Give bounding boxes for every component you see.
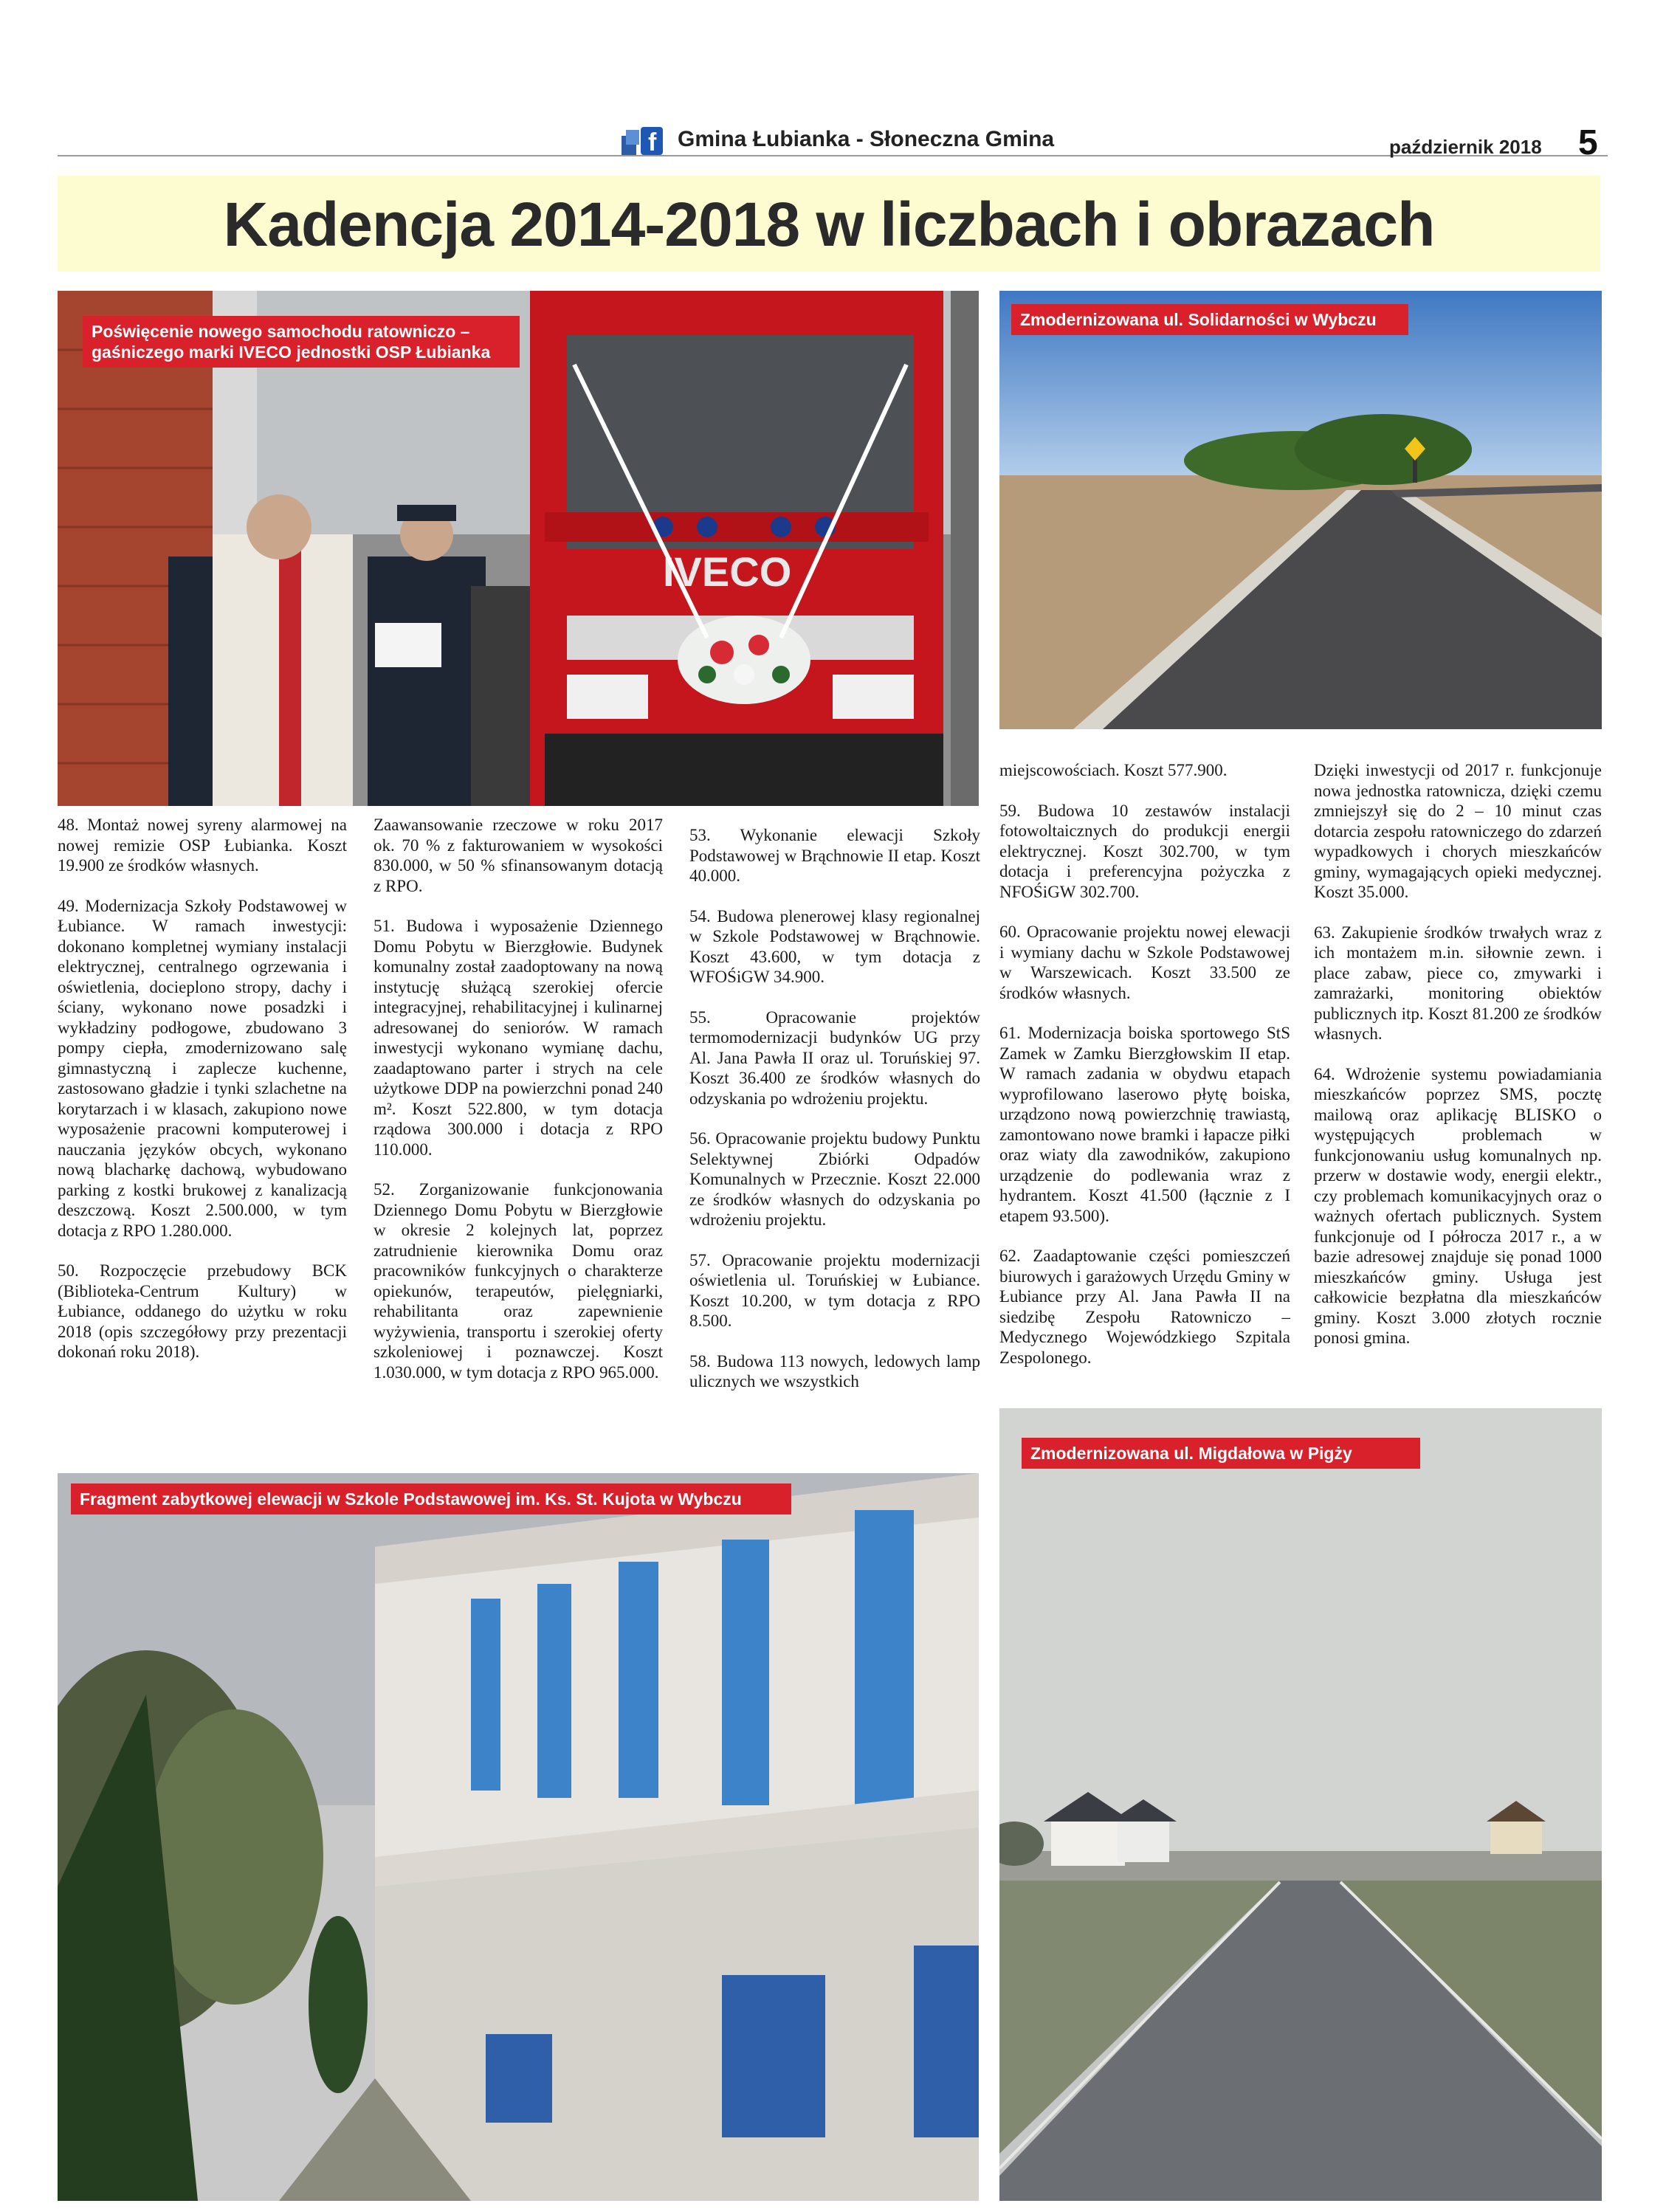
migdalowa-road-photo	[999, 1408, 1602, 2201]
item-51: 51. Budowa i wyposażenie Dziennego Domu Pobytu w Bierzgłowie. Budynek komunalny został zaadoptowany na nową instytucję służącą szerokiej ofercie integracyjnej, rehabilitacyjnej i kulinarnej adresowanej do seniorów. W ramach inwestycji wykonano wymianę dachu, zaadaptowano parter i strych na cele użytkowe DDP na powierzchni ponad 240 m². Koszt 522.800, w tym dotacja rządowa 300.000 i dotacja z RPO 110.000.	[373, 917, 663, 1159]
school-caption: Fragment zabytkowej elewacji w Szkole Podstawowej im. Ks. St. Kujota w Wybczu	[71, 1483, 791, 1514]
page-title: Kadencja 2014-2018 w liczbach i obrazach	[223, 190, 1435, 259]
item-63: 63. Zakupienie środków trwałych wraz z ich montażem m.in. siłownie zewn. i place zabaw, piece co, zmywarki i zamrażarki, monitoring obiektów publicznych itp. Koszt 81.200 ze środków własnych.	[1314, 923, 1602, 1043]
item-54: 54. Budowa plenerowej klasy regionalnej w Szkole Podstawowej w Brąchnowie. Koszt 43.600, w tym dotacja z WFOŚiGW 34.900.	[689, 906, 980, 986]
school-facade-photo	[58, 1473, 979, 2201]
text-column-3	[689, 825, 980, 1392]
item-53: 53. Wykonanie elewacji Szkoły Podstawowej w Brąchnowie II etap. Koszt 40.000.	[689, 826, 980, 885]
migdalowa-caption: Zmodernizowana ul. Migdałowa w Pigży	[1022, 1438, 1420, 1469]
item-52: 52. Zorganizowanie funkcjonowania Dziennego Domu Pobytu w Bierzgłowie w okresie 2 kolejnych lat, poprzez zatrudnienie kierownika Domu oraz pracowników funkcyjnych o charakterze opiekunów, terapeutów, pielęgniarki, rehabilitanta oraz zapewnienie wyżywienia, transportu i szerokiej oferty szkoleniowej i poznawczej. Koszt 1.030.000, w tym dotacja z RPO 965.000.	[373, 1180, 663, 1382]
item-58-continued: miejscowościach. Koszt 577.900.	[999, 761, 1228, 779]
svg-text:f: f	[648, 128, 657, 156]
item-59: 59. Budowa 10 zestawów instalacji fotowoltaicznych do produkcji energii elektrycznej. Koszt 302.700, w tym dotacja i preferencyjna pożyczka z NFOŚiGW 302.700.	[999, 801, 1290, 901]
publication-name: Gmina Łubianka - Słoneczna Gmina	[678, 127, 1061, 152]
caption-line-1: Poświęcenie nowego samochodu ratowniczo –	[92, 322, 470, 341]
item-48: 48. Montaż nowej syreny alarmowej na nowej remizie OSP Łubianka. Koszt 19.900 ze środków własnych.	[58, 816, 347, 875]
solidarnosci-road-photo	[999, 291, 1602, 729]
item-61: 61. Modernizacja boiska sportowego StS Zamek w Zamku Bierzgłowskim II etap. W ramach zadania w obydwu etapach wyprofilowano laserowo płytę boiska, urządzono nową powierzchnię trawiastą, zamontowano nowe bramki i łapacze piłki oraz wiaty dla zawodników, zakupiono urządzenie do podlewania wraz z hydrantem. Koszt 41.500 (łącznie z I etapem 93.500).	[999, 1024, 1290, 1225]
header-rule	[58, 155, 1608, 156]
item-55: 55. Opracowanie projektów termomodernizacji budynków UG przy Al. Jana Pawła II oraz ul. Toruńskiej 97. Koszt 36.400 ze środków własnych do odzyskania po wdrożeniu projektu.	[689, 1007, 980, 1108]
item-60: 60. Opracowanie projektu nowej elewacji i wymiany dachu w Szkole Podstawowej w Warszewicach. Koszt 33.500 ze środków własnych.	[999, 923, 1290, 1002]
solidarnosci-caption: Zmodernizowana ul. Solidarności w Wybczu	[1011, 304, 1408, 335]
item-56: 56. Opracowanie projektu budowy Punktu Selektywnej Zbiórki Odpadów Komunalnych w Przecznie. Koszt 22.000 ze środków własnych do odzyskania po wdrożeniu projektu.	[689, 1129, 980, 1229]
svg-text:IVECO: IVECO	[663, 548, 792, 595]
fire-truck-photo	[58, 291, 979, 806]
caption-line-2: gaśniczego marki IVECO jednostki OSP Łubianka	[92, 342, 491, 362]
text-column-1	[58, 815, 347, 1362]
fire-truck-caption	[83, 316, 520, 368]
item-58: 58. Budowa 113 nowych, ledowych lamp ulicznych we wszystkich	[689, 1351, 980, 1390]
gmina-logo-icon	[622, 124, 666, 156]
page-number: 5	[1578, 123, 1598, 162]
item-49: 49. Modernizacja Szkoły Podstawowej w Łubiance. W ramach inwestycji: dokonano kompletnej wymiany instalacji elektrycznej, centralnego ogrzewania i oświetlenia, docieplono stropy, dachy i ściany, wykonano nowe posadzki i wykładziny podłogowe, zbudowano 3 pompy ciepła, zmodernizowano salę gimnastyczną i zaplecze kuchenne, zastosowano gładzie i tynki szlachetne na korytarzach i w klasach, zakupiono nowe wyposażenie pracowni komputerowej i nauczania języków obcych, wykonano nową blacharkę dachową, wybudowano parking z kostki brukowej z kanalizacją deszczową. Koszt 2.500.000, w tym dotacja z RPO 1.280.000.	[58, 896, 347, 1240]
item-57: 57. Opracowanie projektu modernizacji oświetlenia ul. Toruńskiej w Łubiance. Koszt 10.200, w tym dotacja z RPO 8.500.	[689, 1250, 980, 1330]
text-column-5	[1314, 760, 1602, 1348]
text-column-4	[999, 760, 1290, 1368]
item-50-continued: Zaawansowanie rzeczowe w roku 2017 ok. 70 % z fakturowaniem w wysokości 830.000, w 50 % sfinansowanym dotacją z RPO.	[373, 816, 663, 895]
text-column-2	[373, 815, 663, 1382]
item-50: 50. Rozpoczęcie przebudowy BCK (Biblioteka-Centrum Kultury) w Łubiance, oddanego do użytku w roku 2018 (opis szczegółowy przy prezentacji dokonań roku 2018).	[58, 1261, 347, 1361]
issue-date: październik 2018	[1389, 136, 1542, 158]
item-62: 62. Zaadaptowanie części pomieszczeń biurowych i garażowych Urzędu Gminy w Łubiance przy Al. Jana Pawła II na siedzibę Zespołu Ratowniczo – Medycznego Wojewódzkiego Szpitala Zespolonego.	[999, 1247, 1290, 1367]
item-62-continued: Dzięki inwestycji od 2017 r. funkcjonuje nowa jednostka ratownicza, dzięki czemu zmniejszył się do 2 – 10 minut czas dotarcia zespołu ratowniczego do zdarzeń wypadkowych i chorych mieszkańców gminy, wymagających opieki medycznej. Koszt 35.000.	[1314, 761, 1602, 901]
item-64: 64. Wdrożenie systemu powiadamiania mieszkańców poprzez SMS, pocztę mailową oraz aplikację BLISKO o występujących problemach w funkcjonowaniu usług komunalnych np. przerw w dostawie wody, energii elektr., czy problemach komunikacyjnych oraz o ważnych ofertach publicznych. System funkcjonuje od I półrocza 2017 r., a w bazie adresowej znajduje się ponad 1000 mieszkańców gminy. Usługa jest całkowicie bezpłatna dla mieszkańców gminy. Koszt 3.000 złotych rocznie ponosi gmina.	[1314, 1064, 1602, 1347]
